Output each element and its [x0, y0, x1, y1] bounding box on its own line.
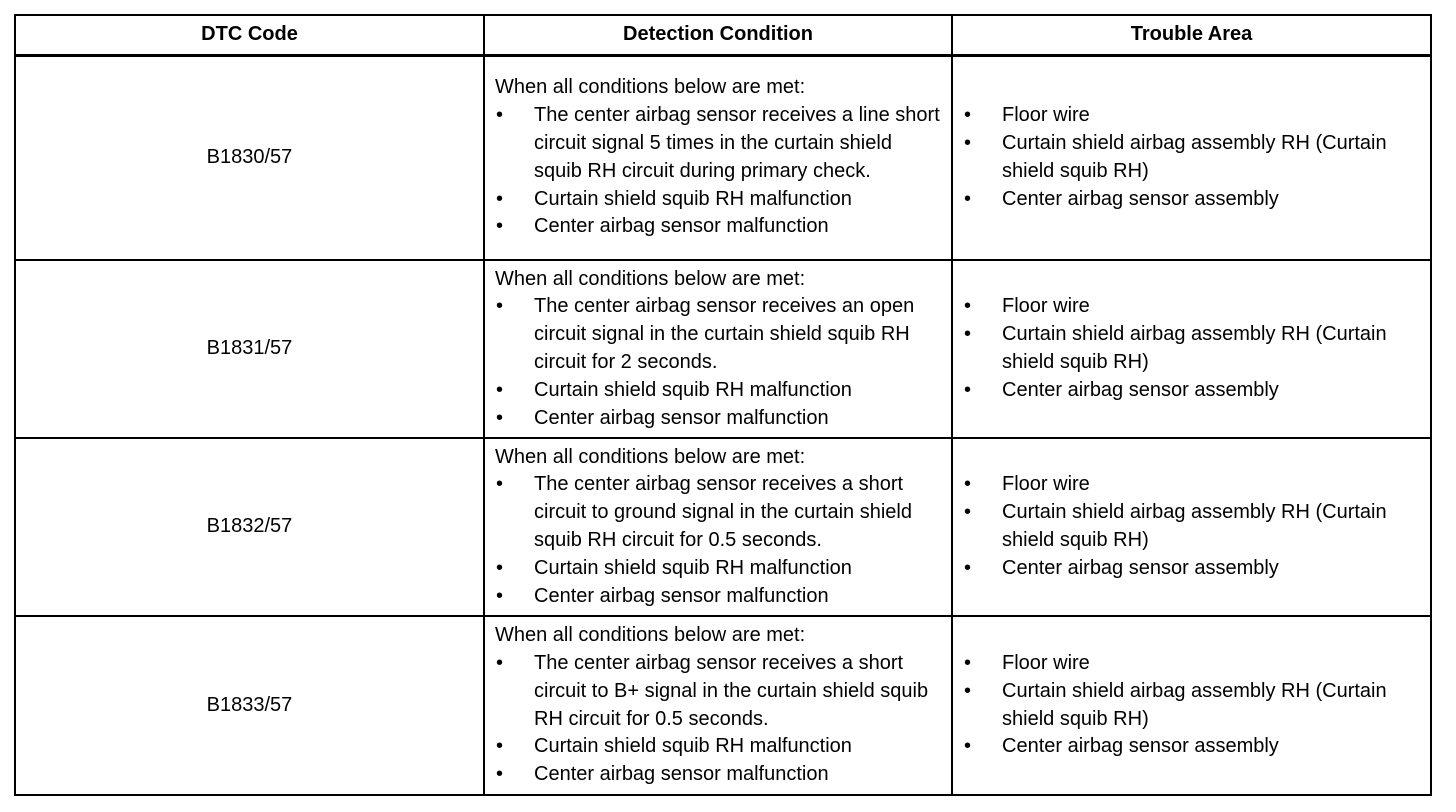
trouble-area-list: [963, 650, 1424, 761]
detection-condition: [484, 438, 952, 616]
dtc-code: B1832/57: [15, 438, 484, 616]
trouble-area: [952, 616, 1431, 795]
table-row: [15, 438, 1431, 616]
trouble-area-item: • Floor wire: [963, 102, 1424, 130]
trouble-area-list: [963, 102, 1424, 213]
table-row: [15, 616, 1431, 795]
condition-item: • The center airbag sensor receives an open circuit signal in the curtain shield squib RH circuit for 2 seconds.: [495, 293, 945, 376]
table-row: [15, 260, 1431, 438]
condition-item: • Curtain shield squib RH malfunction: [495, 733, 945, 761]
detection-condition: [484, 616, 952, 795]
condition-item: • Center airbag sensor malfunction: [495, 213, 945, 241]
condition-item: • Center airbag sensor malfunction: [495, 761, 945, 789]
trouble-area-item: • Center airbag sensor assembly: [963, 555, 1424, 583]
condition-intro: When all conditions below are met:: [495, 624, 806, 647]
dtc-code: B1833/57: [15, 616, 484, 795]
trouble-area-item: • Floor wire: [963, 293, 1424, 321]
trouble-area-item: • Curtain shield airbag assembly RH (Curtain shield squib RH): [963, 499, 1424, 555]
trouble-area: [952, 55, 1431, 260]
trouble-area: [952, 438, 1431, 616]
table-row: [15, 55, 1431, 260]
trouble-area-list: [963, 293, 1424, 404]
condition-intro: When all conditions below are met:: [495, 76, 806, 99]
dtc-code: B1830/57: [15, 55, 484, 260]
header-trouble-area: Trouble Area: [952, 15, 1431, 55]
trouble-area-item: • Center airbag sensor assembly: [963, 186, 1424, 214]
trouble-area-item: • Curtain shield airbag assembly RH (Curtain shield squib RH): [963, 678, 1424, 734]
trouble-area-item: • Curtain shield airbag assembly RH (Curtain shield squib RH): [963, 321, 1424, 377]
condition-list: [495, 471, 945, 610]
trouble-area-item: • Curtain shield airbag assembly RH (Curtain shield squib RH): [963, 130, 1424, 186]
condition-item: • Center airbag sensor malfunction: [495, 583, 945, 611]
condition-item: • The center airbag sensor receives a short circuit to B+ signal in the curtain shield squib RH circuit for 0.5 seconds.: [495, 650, 945, 733]
condition-item: • Curtain shield squib RH malfunction: [495, 555, 945, 583]
trouble-area-list: [963, 471, 1424, 582]
trouble-area: [952, 260, 1431, 438]
condition-item: • The center airbag sensor receives a line short circuit signal 5 times in the curtain shield squib RH circuit during primary check.: [495, 102, 945, 185]
header-detection-condition: Detection Condition: [484, 15, 952, 55]
trouble-area-item: • Floor wire: [963, 650, 1424, 678]
trouble-area-item: • Floor wire: [963, 471, 1424, 499]
condition-item: • Curtain shield squib RH malfunction: [495, 377, 945, 405]
condition-item: • The center airbag sensor receives a short circuit to ground signal in the curtain shield squib RH circuit for 0.5 seconds.: [495, 471, 945, 554]
condition-intro: When all conditions below are met:: [495, 267, 806, 290]
condition-list: [495, 102, 945, 241]
condition-item: • Curtain shield squib RH malfunction: [495, 186, 945, 214]
condition-list: [495, 293, 945, 432]
header-row: [15, 15, 1431, 55]
condition-list: [495, 650, 945, 789]
trouble-area-item: • Center airbag sensor assembly: [963, 377, 1424, 405]
detection-condition: [484, 260, 952, 438]
trouble-area-item: • Center airbag sensor assembly: [963, 733, 1424, 761]
header-dtc-code: DTC Code: [15, 15, 484, 55]
dtc-code: B1831/57: [15, 260, 484, 438]
condition-item: • Center airbag sensor malfunction: [495, 405, 945, 433]
dtc-table: [14, 14, 1432, 796]
detection-condition: [484, 55, 952, 260]
condition-intro: When all conditions below are met:: [495, 445, 806, 468]
